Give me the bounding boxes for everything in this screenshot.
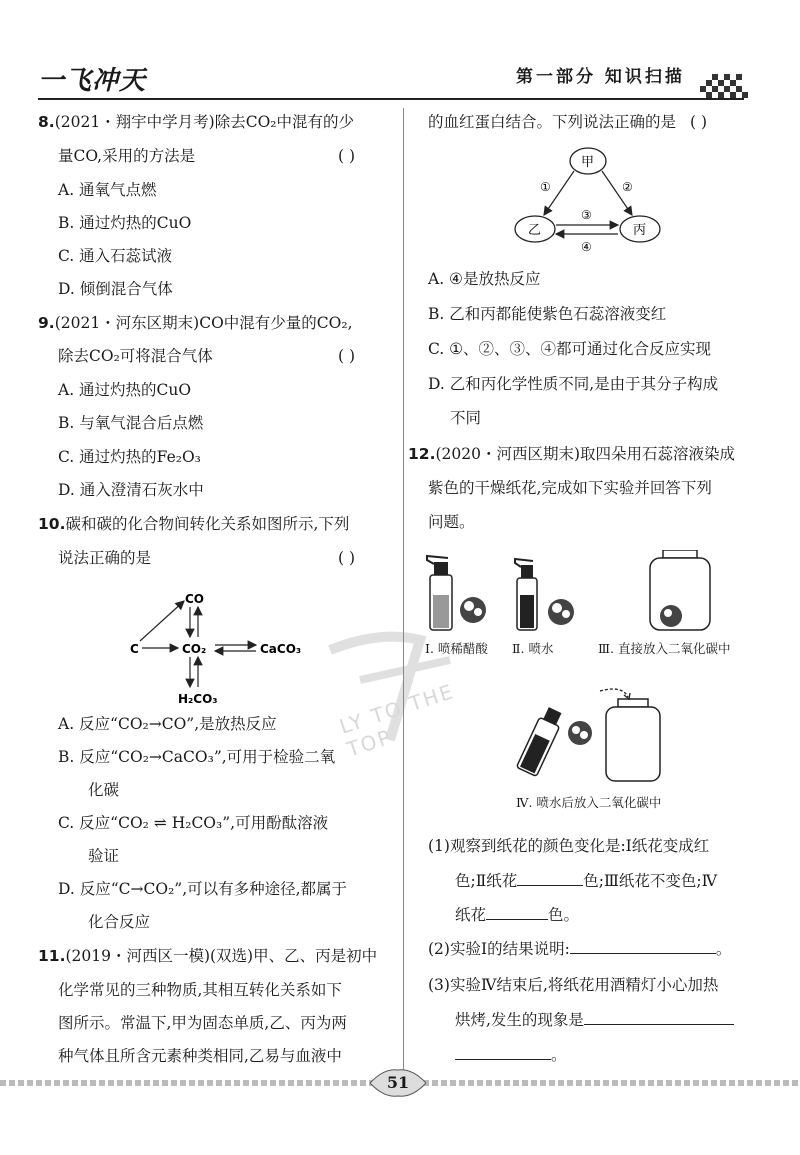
q12-sub3c-end: 。	[551, 1046, 567, 1064]
q8-option-a: A. 通氧气点燃	[58, 181, 157, 199]
spray-bottle-water-icon	[515, 559, 537, 630]
q12-number: 12.	[408, 445, 436, 463]
q12-sub2-end: 。	[715, 940, 732, 958]
q9-answer-paren: ( )	[338, 347, 356, 365]
q12-sub2	[428, 939, 731, 959]
spray-bottle-water-2-icon	[516, 705, 565, 776]
q10-option-c-cont: 验证	[88, 847, 120, 865]
q8-line1	[38, 112, 354, 132]
q8-line2: 量CO,采用的方法是	[58, 147, 196, 165]
label-r1: ①	[540, 180, 551, 194]
q9-text1: (2021・河东区期末)CO中混有少量的CO₂,	[54, 314, 353, 332]
answer-blank-2[interactable]	[486, 905, 548, 920]
answer-blank-3[interactable]	[570, 939, 716, 954]
label-bing: 丙	[633, 223, 647, 238]
q12-line3: 问题。	[428, 513, 475, 531]
label-jia: 甲	[581, 155, 595, 170]
brand-title: 一飞冲天	[38, 66, 147, 96]
experiment-illustration-row2	[510, 685, 670, 785]
q8-answer-paren: ( )	[338, 147, 356, 165]
q12-line2: 紫色的干燥纸花,完成如下实验并回答下列	[428, 479, 712, 497]
label-r3: ③	[581, 208, 592, 222]
page-number: 51	[386, 1073, 410, 1092]
q9-number: 9.	[38, 314, 55, 332]
q11-answer-paren: ( )	[690, 113, 708, 131]
q11-line4: 种气体且所含元素种类相同,乙易与血液中	[58, 1047, 342, 1065]
q10-option-b-cont: 化碳	[88, 781, 120, 799]
diag-caco3: CaCO₃	[260, 642, 302, 656]
q8-option-d: D. 倾倒混合气体	[58, 280, 173, 298]
diag-co2: CO₂	[182, 642, 207, 656]
q12-sub2-text: (2)实验Ⅰ的结果说明:	[428, 940, 570, 958]
q12-sub3b-text: 烘烤,发生的现象是	[455, 1011, 584, 1029]
checker-decoration-icon	[700, 70, 748, 98]
dashed-arrow-icon	[600, 689, 628, 697]
label-r2: ②	[622, 180, 633, 194]
q10-number: 10.	[38, 515, 66, 533]
q11-line1	[38, 946, 377, 966]
q12-sub3-line1: (3)实验Ⅳ结束后,将纸花用酒精灯小心加热	[428, 976, 719, 994]
header-rule	[38, 98, 744, 100]
q12-sub3-line2	[455, 1010, 734, 1030]
arrow-c-co	[140, 601, 184, 641]
q11-line3: 图所示。常温下,甲为固态单质,乙、丙为两	[58, 1014, 347, 1032]
answer-blank-4[interactable]	[584, 1010, 734, 1025]
q11-option-c: C. ①、②、③、④都可通过化合反应实现	[428, 340, 712, 358]
label-r4: ④	[581, 240, 592, 254]
q8-number: 8.	[38, 113, 55, 131]
q11-line5: 的血红蛋白结合。下列说法正确的是	[428, 113, 677, 131]
q10-line2: 说法正确的是	[58, 549, 152, 567]
q11-number: 11.	[38, 947, 66, 965]
page-number-badge	[370, 1068, 426, 1098]
q11-option-d: D. 乙和丙化学性质不同,是由于其分子构成	[428, 375, 719, 393]
caption-exp2: Ⅱ. 喷水	[512, 641, 554, 656]
paper-flower-4-icon	[568, 721, 592, 745]
experiment-illustrations-row1	[425, 550, 765, 635]
q9-option-d: D. 通入澄清石灰水中	[58, 481, 204, 499]
paper-flower-2-icon	[548, 599, 574, 625]
q12-line1	[408, 444, 735, 464]
q10-answer-paren: ( )	[338, 549, 356, 567]
q12-sub1-line3	[455, 905, 579, 925]
q10-option-a: A. 反应“CO₂→CO”,是放热反应	[58, 715, 277, 733]
q11-option-a: A. ④是放热反应	[428, 270, 541, 288]
q10-option-d: D. 反应“C→CO₂”,可以有多种途径,都属于	[58, 880, 348, 898]
q9-option-c: C. 通过灼热的Fe₂O₃	[58, 448, 201, 466]
q10-option-c: C. 反应“CO₂ ⇌ H₂CO₃”,可用酚酞溶液	[58, 814, 329, 832]
diag-co: CO	[185, 592, 205, 606]
caption-exp4: Ⅳ. 喷水后放入二氧化碳中	[516, 795, 662, 810]
q12-sub1-pre: 色;Ⅱ纸花	[455, 872, 518, 890]
q12-sub1-line1: (1)观察到纸花的颜色变化是:Ⅰ纸花变成红	[428, 837, 710, 855]
q8-option-c: C. 通入石蕊试液	[58, 247, 173, 265]
q8-option-b: B. 通过灼热的CuO	[58, 214, 192, 232]
q12-sub3-line3	[455, 1045, 567, 1065]
co2-jar-icon	[650, 550, 710, 630]
q10-text1: 碳和碳的化合物间转化关系如图所示,下列	[65, 515, 350, 533]
label-yi: 乙	[528, 223, 542, 238]
q8-text1: (2021・翔宇中学月考)除去CO₂中混有的少	[54, 113, 355, 131]
caption-exp1: Ⅰ. 喷稀醋酸	[425, 641, 488, 656]
q9-line2: 除去CO₂可将混合气体	[58, 347, 213, 365]
q10-line1	[38, 514, 349, 534]
q12-sub1-line2	[455, 871, 717, 891]
section-title: 第一部分 知识扫描	[516, 67, 685, 87]
spray-bottle-acid-icon	[427, 556, 452, 630]
watermark-text: LY TO THE TOP	[336, 679, 458, 762]
paper-flower-1-icon	[460, 597, 486, 623]
co2-jar-2-icon	[606, 699, 660, 781]
q10-option-d-cont: 化合反应	[88, 913, 151, 931]
q12-sub1-post: 色;Ⅲ纸花不变色;Ⅳ	[583, 872, 718, 890]
q10-option-b: B. 反应“CO₂→CaCO₃”,可用于检验二氧	[58, 748, 336, 766]
column-divider	[403, 108, 404, 1070]
q9-line1	[38, 313, 353, 333]
q11-line2: 化学常见的三种物质,其相互转化关系如下	[58, 981, 342, 999]
q9-option-b: B. 与氧气混合后点燃	[58, 414, 204, 432]
dashed-arrow-head-icon	[624, 693, 630, 699]
answer-blank-1[interactable]	[517, 871, 583, 886]
q11-option-d-cont: 不同	[450, 409, 482, 427]
q12-sub1c-pre: 纸花	[455, 906, 487, 924]
q12-sub1c-post: 色。	[548, 906, 580, 924]
diag-c: C	[130, 642, 139, 656]
q12-text1: (2020・河西区期末)取四朵用石蕊溶液染成	[435, 445, 736, 463]
answer-blank-5[interactable]	[455, 1045, 551, 1060]
triangle-conversion-diagram	[510, 143, 670, 258]
q11-option-b: B. 乙和丙都能使紫色石蕊溶液变红	[428, 305, 667, 323]
caption-exp3: Ⅲ. 直接放入二氧化碳中	[598, 641, 731, 656]
q11-text1: (2019・河西区一模)(双选)甲、乙、丙是初中	[65, 947, 378, 965]
carbon-conversion-diagram	[120, 585, 320, 710]
diag-h2co3: H₂CO₃	[178, 692, 218, 706]
q9-option-a: A. 通过灼热的CuO	[58, 381, 192, 399]
